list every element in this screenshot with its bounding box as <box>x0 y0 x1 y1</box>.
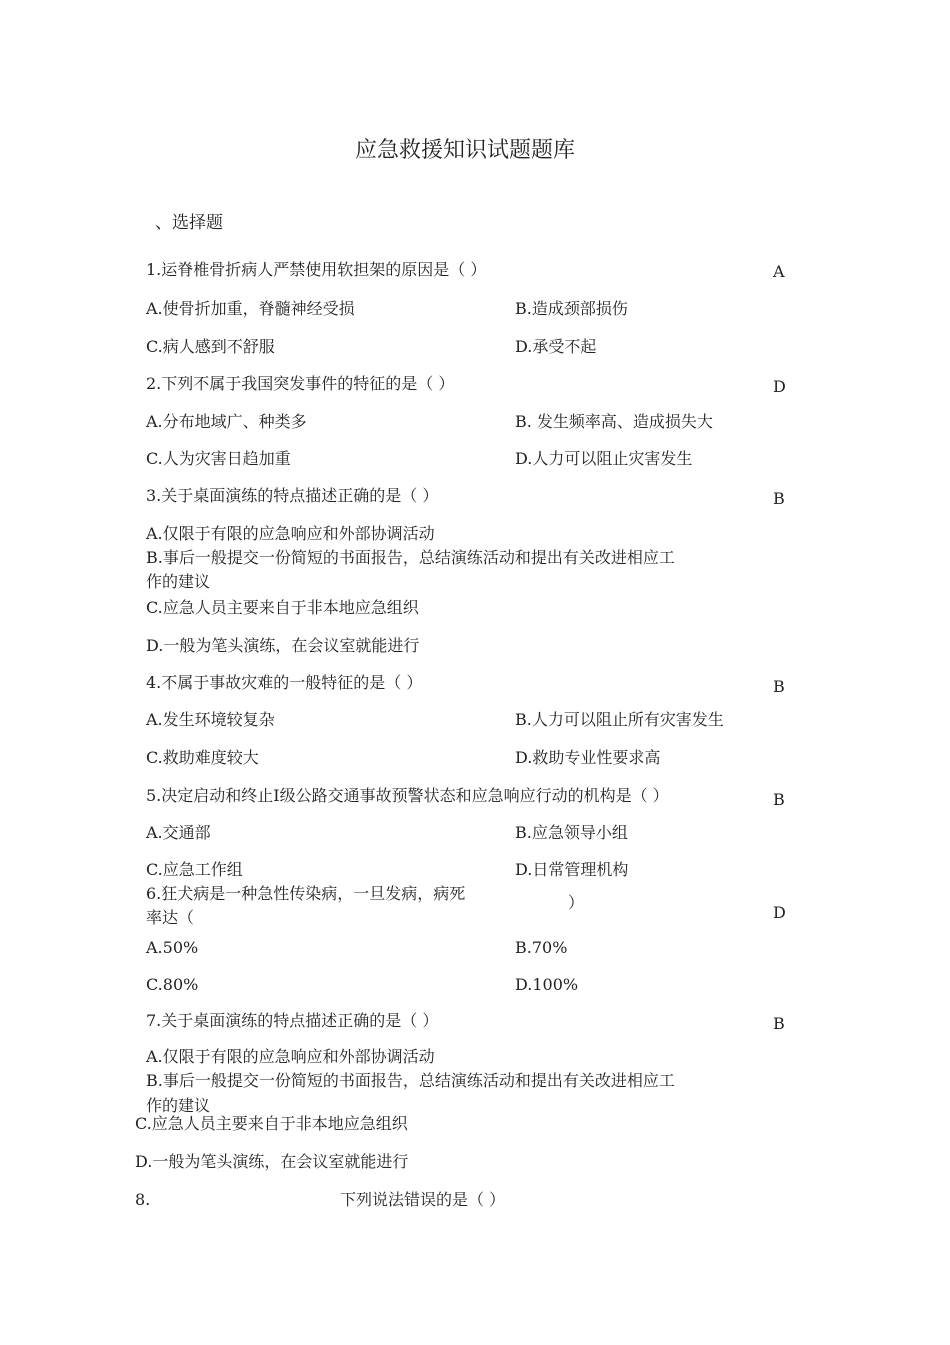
question-7-option-c: C.应急人员主要来自于非本地应急组织 <box>135 1114 408 1133</box>
question-2-stem: 2.下列不属于我国突发事件的特征的是（ ） <box>146 374 455 393</box>
question-7-stem: 7.关于桌面演练的特点描述正确的是（ ） <box>146 1011 439 1030</box>
question-3-option-d: D.一般为笔头演练，在会议室就能进行 <box>146 636 420 655</box>
question-6-option-d: D.100% <box>515 975 579 994</box>
question-4-option-d: D.救助专业性要求高 <box>515 748 661 767</box>
question-7-option-a: A.仅限于有限的应急响应和外部协调活动 <box>146 1047 435 1066</box>
question-3-option-b-line2: 作的建议 <box>146 572 211 591</box>
question-4-answer: B <box>773 677 785 696</box>
question-7-option-d: D.一般为笔头演练，在会议室就能进行 <box>135 1152 409 1171</box>
question-6-stem-line2: 率达（ <box>146 908 195 927</box>
question-6-close-paren: ） <box>568 893 585 912</box>
question-5-option-d: D.日常管理机构 <box>515 860 629 879</box>
section-heading: 、选择题 <box>155 213 223 233</box>
question-6-option-c: C.80% <box>146 975 199 994</box>
question-5-answer: B <box>773 790 785 809</box>
question-6-option-b: B.70% <box>515 938 568 957</box>
question-3-stem: 3.关于桌面演练的特点描述正确的是（ ） <box>146 486 439 505</box>
question-4-stem: 4.不属于事故灾难的一般特征的是（ ） <box>146 673 423 692</box>
question-1-answer: A <box>773 262 785 281</box>
question-1-option-c: C.病人感到不舒服 <box>146 337 275 356</box>
question-8-stem: 下列说法错误的是（ ） <box>340 1190 506 1209</box>
question-2-option-b: B. 发生频率高、造成损失大 <box>515 412 713 431</box>
question-4-option-b: B.人力可以阻止所有灾害发生 <box>515 710 724 729</box>
question-6-answer: D <box>773 903 786 922</box>
document-title: 应急救援知识试题题库 <box>354 138 575 163</box>
question-1-stem: 1.运脊椎骨折病人严禁使用软担架的原因是（ ） <box>146 260 487 279</box>
question-2-option-c: C.人为灾害日趋加重 <box>146 449 291 468</box>
question-1-option-d: D.承受不起 <box>515 337 597 356</box>
question-3-option-b-line1: B.事后一般提交一份简短的书面报告，总结演练活动和提出有关改进相应工 <box>146 548 675 567</box>
question-4-option-c: C.救助难度较大 <box>146 748 259 767</box>
question-5-option-b: B.应急领导小组 <box>515 823 628 842</box>
question-2-option-d: D.人力可以阻止灾害发生 <box>515 449 693 468</box>
question-5-stem: 5.决定启动和终止Ⅰ级公路交通事故预警状态和应急响应行动的机构是（ ） <box>146 786 669 805</box>
question-1-option-a: A.使骨折加重，脊髓神经受损 <box>146 299 355 318</box>
question-5-option-a: A.交通部 <box>146 823 211 842</box>
question-6-stem-line1: 6.狂犬病是一种急性传染病，一旦发病，病死 <box>146 884 466 903</box>
question-8-number: 8. <box>135 1190 151 1209</box>
question-6-option-a: A.50% <box>146 938 199 957</box>
question-5-option-c: C.应急工作组 <box>146 860 243 879</box>
question-7-answer: B <box>773 1014 785 1033</box>
question-4-option-a: A.发生环境较复杂 <box>146 710 275 729</box>
question-3-option-a: A.仅限于有限的应急响应和外部协调活动 <box>146 524 435 543</box>
question-3-option-c: C.应急人员主要来自于非本地应急组织 <box>146 598 419 617</box>
question-2-option-a: A.分布地域广、种类多 <box>146 412 307 431</box>
question-3-answer: B <box>773 489 785 508</box>
question-7-option-b-line1: B.事后一般提交一份简短的书面报告，总结演练活动和提出有关改进相应工 <box>146 1071 675 1090</box>
question-2-answer: D <box>773 377 786 396</box>
question-7-option-b-line2: 作的建议 <box>146 1096 211 1115</box>
question-1-option-b: B.造成颈部损伤 <box>515 299 628 318</box>
